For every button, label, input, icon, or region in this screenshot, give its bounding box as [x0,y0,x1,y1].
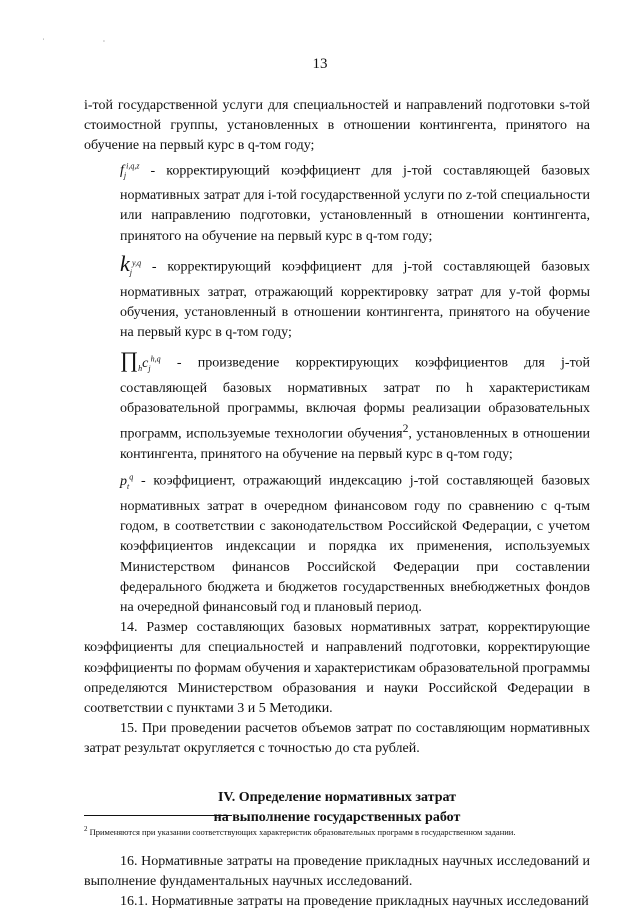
footnote-divider [84,815,232,816]
paragraph-16-1: 16.1. Нормативные затраты на проведение прикладных научных исследований [120,893,589,909]
paragraph-5: $p_t^q$ - коэффициент, отражающий индексацию j-той составляющей базовых нормативных затрат в очередном финансовом году по сравнению с q-тым годом, в соответствии с законодательством Российской Федерации, с учетом коэффициентов индексации и порядка их применения, используемых Министерством финансов Российской Федерации при составлении федерального бюджета и бюджетов государственных внебюджетных фондов на очередной финансовый год и плановый период. [120,472,590,615]
paragraph-1: i-той государственной услуги для специальностей и направлений подготовки s-той стоимостной группы, установленных в отношении контингента, принятого на обучение на первый курс в q-том году; [84,98,590,154]
paragraph-2: $f_j^{i,q,z}$ - корректирующий коэффициент для j-той составляющей базовых нормативных затрат для i-той государственной услуги по z-той специальности или направлению подготовки, установленный в отношении контингента, принятого на обучение на первый курс в q-том году; [120,161,590,244]
paragraph-15: 15. При проведении расчетов объемов затрат по составляющим нормативных затрат результат округляется с точностью до ста рублей. [84,721,590,757]
formula-k: $k_j^{y,q}$ [120,250,142,277]
formula-p: $p_t^q$ [120,472,134,491]
paragraph-3: $k_j^{y,q}$ - корректирующий коэффициент для j-той составляющей базовых нормативных затрат, отражающий корректировку затрат для y-той формы обучения, установленный в отношении контингента, принятого на обучение на первый курс в q-том году; [120,250,590,340]
paragraph-16: 16. Нормативные затраты на проведение прикладных научных исследований и выполнение фундаментальных научных исследований. [84,853,590,889]
footnote-mark: 2 [402,422,409,436]
document-body [84,96,590,912]
formula-f: $f_j^{i,q,z}$ [120,161,140,181]
page-number: 13 [312,56,328,72]
scan-specks: ˙ · [42,37,134,46]
formula-product: $\prod_hc_j^{h,q}$ [120,346,161,373]
paragraph-4: $\prod_hc_j^{h,q}$ - произведение корректирующих коэффициентов для j-той составляющей базовых нормативных затрат по h характеристикам образовательной программы, включая формы реализации образовательных программ, используемые технологии обучения$^2$, установленных в отношении контингента, принятого на обучение на первый курс в q-том году; [120,346,591,463]
paragraph-14: 14. Размер составляющих базовых нормативных затрат, корректирующие коэффициенты для специальностей и направлений подготовки, корректирующие коэффициенты по формам обучения и характеристикам образовательной программы определяются Министерством образования и науки Российской Федерации в соответствии с пунктами 3 и 5 Методики. [84,620,590,716]
footnote: $^2$ Применяются при указании соответствующих характеристик образовательных программ в государственном задании. [84,825,516,837]
section-heading: IV. Определение нормативных затрат на выполнение государственных работ [213,789,461,825]
